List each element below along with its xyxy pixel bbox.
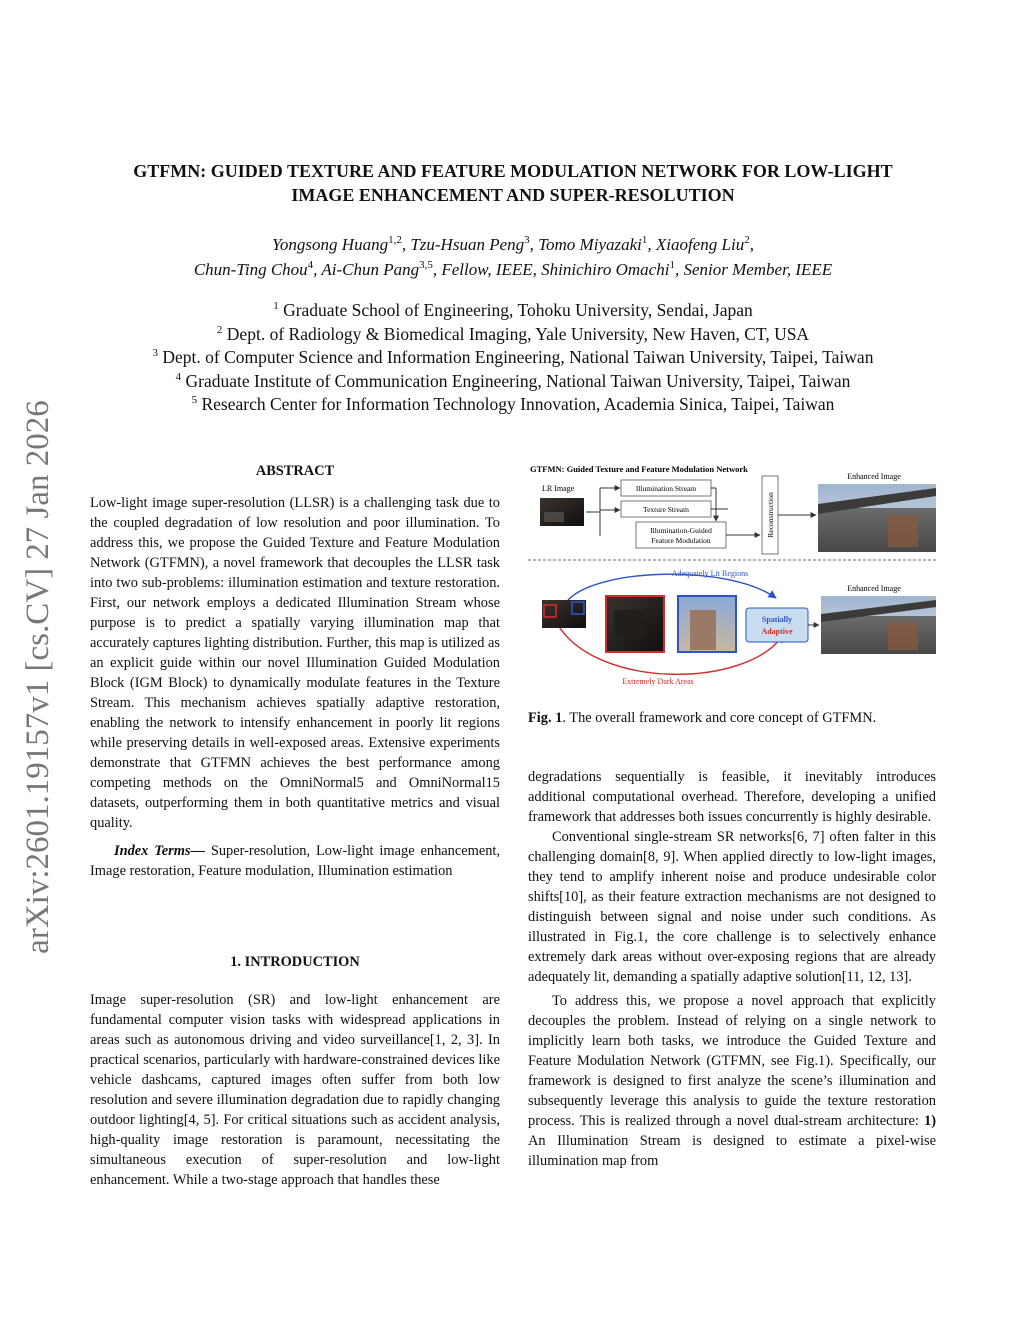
p3-bold: 1) bbox=[924, 1113, 936, 1129]
title-line-2: IMAGE ENHANCEMENT AND SUPER-RESOLUTION bbox=[291, 185, 735, 205]
author-sep: , bbox=[313, 260, 322, 279]
affiliation-text: Research Center for Information Technology Innovation, Academia Sinica, Taipei, Taiwan bbox=[201, 394, 835, 414]
author-list bbox=[80, 232, 946, 282]
spatially-label-1: Spatially bbox=[761, 615, 793, 624]
affiliation-item bbox=[80, 393, 946, 417]
figure-header: GTFMN: Guided Texture and Feature Modulation Network bbox=[530, 464, 748, 474]
author-sep: , bbox=[529, 235, 539, 254]
author-sep: , Senior Member, IEEE bbox=[674, 260, 833, 279]
introduction-continued bbox=[528, 767, 936, 1171]
spatially-adaptive-box bbox=[746, 608, 808, 642]
author-sup: 1 bbox=[641, 234, 648, 246]
author-sup: 2 bbox=[744, 234, 750, 246]
intro-paragraph-1-continued: degradations sequentially is feasible, it inevitably introduces additional computational overhead. Therefore, developing a unified framework that addresses both issues concurrently is highly desirable. bbox=[528, 769, 936, 825]
texture-stream-label: Texture Stream bbox=[643, 505, 689, 514]
author-name: Shinichiro Omachi bbox=[541, 260, 670, 279]
spatially-label-2: Adaptive bbox=[761, 627, 793, 636]
intro-paragraph-1: Image super-resolution (SR) and low-light enhancement are fundamental computer vision tasks with widespread applications in areas such as autonomous driving and video surveillance[1, 2, 3]. In practical scenarios, particularly with hardware-constrained devices like vehicle dashcams, captured images often suffer from both low resolution and severe illumination degradation due to rapidly changing outdoor lighting[4, 5]. For critical situations such as accident analysis, high-quality image restoration is paramount, necessitating the simultaneous execution of super-resolution and low-light enhancement. While a two-stage approach that handles these bbox=[90, 992, 500, 1188]
abstract-body: Low-light image super-resolution (LLSR) is a challenging task due to the coupled degradation of low resolution and poor illumination. To address this, we propose the Guided Texture and Feature Modulation Network (GTFMN), a novel framework that decouples the LLSR task into two sub-problems: illumination estimation and texture restoration. First, our network employs a dedicated Illumination Stream whose purpose is to predict a spatially varying illumination map that accurately captures lighting distribution. Further, this map is utilized as an explicit guide within our novel Illumination Guided Modulation Block (IGM Block) to dynamically modulate features in the Texture Stream. This mechanism achieves spatially adaptive restoration, enabling the network to intensify enhancement in poorly lit regions while preserving details in well-exposed areas. Extensive experiments demonstrate that GTFMN achieves the best performance among competing methods on the OmniNormal5 and OmniNormal15 datasets, outperforming them in both quantitative metrics and visual quality. bbox=[90, 495, 500, 831]
introduction-section bbox=[90, 952, 500, 1190]
author-sup: 3,5 bbox=[419, 259, 433, 271]
author-name: Xiaofeng Liu bbox=[655, 235, 745, 254]
caption-label: Fig. 1 bbox=[528, 710, 563, 726]
index-terms-text: Super-resolution, Low-light image enhancement, Image restoration, Feature modulation, Illumination estimation bbox=[90, 843, 500, 879]
intro-paragraph-2: Conventional single-stream SR networks[6, 7] often falter in this challenging domain[8, 9]. When applied directly to low-light images, they tend to amplify inherent noise and produce undesirable color shifts[10], as their feature extraction mechanisms are not designed to distinguish between signal and noise under such conditions. As illustrated in Fig.1, the core challenge is to selectively enhance extremely dark areas without over-exposing regions that are already adequately lit, demanding a spatially adaptive solution[11, 12, 13]. bbox=[528, 829, 936, 985]
arxiv-identifier: arXiv:2601.19157v1 [cs.CV] 27 Jan 2026 bbox=[20, 400, 56, 954]
author-name: Chun-Ting Chou bbox=[193, 260, 308, 279]
figure-1 bbox=[528, 460, 936, 700]
author-name: Tzu-Hsuan Peng bbox=[410, 235, 525, 254]
author-name: Tomo Miyazaki bbox=[538, 235, 642, 254]
author-sup: 3 bbox=[524, 234, 530, 246]
illumination-stream-label: Illumination Stream bbox=[635, 484, 697, 493]
author-name: Ai-Chun Pang bbox=[321, 260, 420, 279]
affiliation-text: Dept. of Radiology & Biomedical Imaging, Yale University, New Haven, CT, USA bbox=[226, 323, 810, 344]
caption-body: . The overall framework and core concept of GTFMN. bbox=[562, 710, 877, 726]
author-sup: 4 bbox=[307, 259, 314, 271]
intro-paragraph-3 bbox=[528, 991, 936, 1171]
adequately-lit-label: Adequately Lit Regions bbox=[671, 569, 749, 578]
author-line-1 bbox=[80, 232, 946, 257]
affiliation-num: 4 bbox=[175, 370, 182, 383]
enhanced-image-top-label: Enhanced Image bbox=[847, 472, 901, 481]
affiliation-num: 2 bbox=[216, 323, 223, 336]
enhanced-image-bottom-label: Enhanced Image bbox=[847, 584, 901, 593]
paper-title bbox=[80, 159, 946, 207]
author-sep: , Fellow, IEEE, bbox=[432, 260, 542, 279]
reconstruction-label: Reconstruction bbox=[766, 492, 775, 538]
affiliation-item bbox=[80, 346, 946, 370]
affiliation-num: 1 bbox=[273, 300, 279, 312]
author-name: Yongsong Huang bbox=[272, 235, 389, 254]
affiliation-item bbox=[80, 323, 946, 347]
introduction-heading: 1. INTRODUCTION bbox=[230, 954, 360, 970]
author-sup: 1 bbox=[669, 259, 675, 271]
index-terms bbox=[90, 841, 500, 881]
igm-label-2: Feature Modulation bbox=[651, 536, 711, 545]
affiliation-num: 5 bbox=[191, 394, 198, 406]
lr-image-label: LR Image bbox=[542, 484, 575, 493]
framework-diagram bbox=[528, 460, 936, 700]
affiliation-text: Graduate Institute of Communication Engineering, National Taiwan University, Taipei, Taiwan bbox=[185, 370, 851, 391]
abstract-heading: ABSTRACT bbox=[255, 463, 335, 479]
affiliation-list bbox=[80, 299, 946, 417]
caption-text bbox=[528, 708, 936, 728]
affiliation-item bbox=[80, 299, 946, 323]
abstract-section bbox=[90, 461, 500, 881]
author-sup: 1,2 bbox=[388, 234, 402, 246]
author-line-2 bbox=[80, 257, 946, 282]
author-sep: , bbox=[749, 235, 754, 254]
affiliation-text: Graduate School of Engineering, Tohoku University, Sendai, Japan bbox=[283, 300, 753, 320]
affiliation-text: Dept. of Computer Science and Information Engineering, National Taiwan University, Taipei, Taiwan bbox=[162, 347, 874, 367]
affiliation-item bbox=[80, 370, 946, 394]
index-terms-label: Index Terms— bbox=[114, 843, 205, 859]
author-sep: , bbox=[647, 235, 656, 254]
extremely-dark-label: Extremely Dark Areas bbox=[622, 677, 694, 686]
affiliation-num: 3 bbox=[152, 347, 159, 359]
title-line-1: GTFMN: GUIDED TEXTURE AND FEATURE MODULATION NETWORK FOR LOW-LIGHT bbox=[133, 161, 893, 181]
author-sep: , bbox=[401, 235, 411, 254]
p3-end: An Illumination Stream is designed to estimate a pixel-wise illumination map from bbox=[528, 1133, 936, 1169]
p3-start: To address this, we propose a novel approach that explicitly decouples the problem. Instead of relying on a single network to implicitly learn both tasks, we introduce the Guided Texture and Feature Modulation Network (GTFMN, see Fig.1). Specifically, our framework is designed to first analyze the scene’s illumination and subsequently leverage this analysis to guide the texture restoration process. This is realized through a novel dual-stream architecture: bbox=[528, 993, 936, 1129]
igm-label-1: Illumination-Guided bbox=[650, 526, 712, 535]
figure-caption bbox=[528, 708, 936, 728]
